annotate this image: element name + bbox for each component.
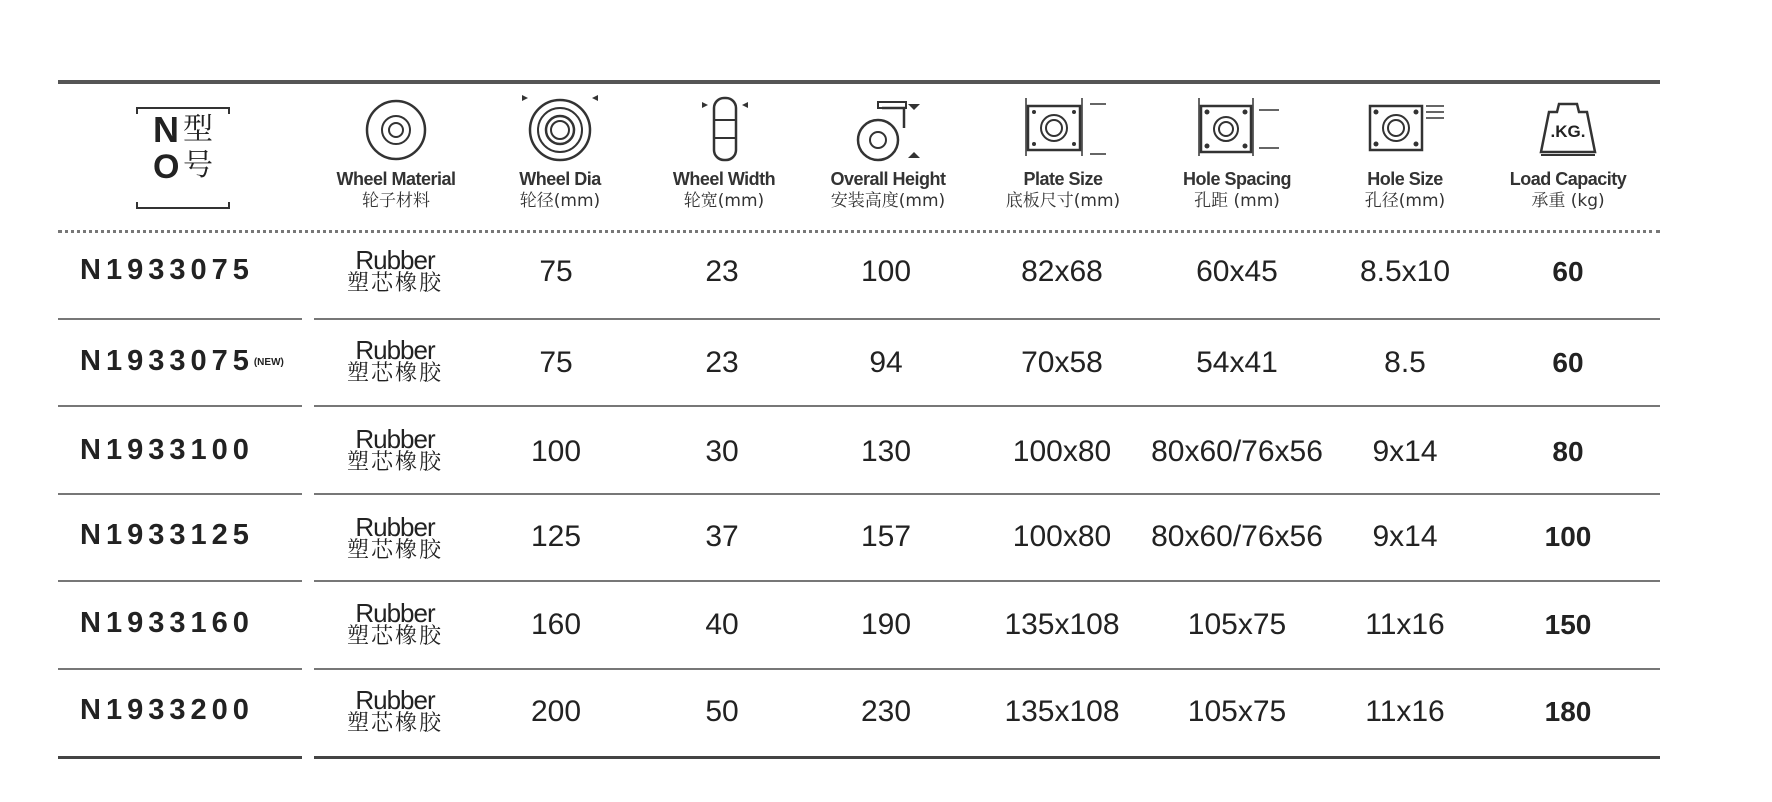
row-separator (58, 405, 302, 407)
hole-spacing-cell: 80x60/76x56 (1151, 520, 1323, 553)
hole-size-icon (1368, 100, 1448, 160)
hole-spacing-cell: 105x75 (1187, 608, 1287, 641)
load-capacity-cell: 60 (1552, 347, 1584, 378)
hole-size-cell: 8.5 (1384, 346, 1426, 379)
model-number: N1933075 (80, 254, 254, 286)
hole-spacing-cell: 60x45 (1196, 255, 1278, 288)
plate-size-cell: 100x80 (1012, 520, 1112, 553)
row-separator (58, 580, 302, 582)
header-hole-spacing: Hole Spacing 孔距 (mm) (1182, 169, 1292, 211)
hole-spacing-cell: 105x75 (1187, 695, 1287, 728)
header-wheel-dia: Wheel Dia 轮径(mm) (519, 169, 601, 211)
header-separator (58, 230, 1660, 233)
row-separator (58, 318, 302, 320)
header-plate-size: Plate Size 底板尺寸(mm) (1005, 169, 1121, 211)
wheel-width-icon (700, 94, 750, 166)
header-hole-size: Hole Size 孔径(mm) (1364, 169, 1446, 211)
load-capacity-cell: 60 (1552, 256, 1584, 287)
wheel-width-cell: 23 (705, 346, 739, 379)
row-separator (314, 318, 1660, 320)
load-capacity-cell: 100 (1544, 521, 1592, 552)
wheel-material-cell: Rubber 塑芯橡胶 (346, 424, 443, 475)
new-tag: (NEW) (253, 356, 284, 368)
row-separator (314, 405, 1660, 407)
model-number-o: O (153, 148, 180, 186)
wheel-material-cell: Rubber 塑芯橡胶 (346, 335, 443, 386)
plate-size-cell: 135x108 (1004, 608, 1120, 641)
load-capacity-cell: 80 (1552, 436, 1584, 467)
wheel-dia-cell: 75 (539, 255, 573, 288)
model-number-zh-top: 型 (183, 112, 213, 147)
model-number: N1933075(NEW) (80, 345, 284, 377)
wheel-material-cell: Rubber 塑芯橡胶 (346, 685, 443, 736)
overall-height-cell: 190 (860, 608, 912, 641)
weight-kg-icon-text: .KG. (1550, 122, 1586, 141)
row-separator (314, 668, 1660, 670)
model-number-icon (133, 106, 233, 210)
wheel-face-icon (364, 98, 428, 162)
load-capacity-cell: 150 (1544, 609, 1592, 640)
model-number: N1933160 (80, 607, 254, 639)
model-number: N1933200 (80, 694, 254, 726)
wheel-dia-cell: 200 (530, 695, 582, 728)
wheel-width-cell: 40 (705, 608, 739, 641)
wheel-dia-cell: 160 (530, 608, 582, 641)
model-number: N1933125 (80, 519, 254, 551)
plate-size-cell: 82x68 (1021, 255, 1103, 288)
wheel-dia-cell: 100 (530, 435, 582, 468)
row-separator (314, 580, 1660, 582)
wheel-width-cell: 30 (705, 435, 739, 468)
table-bottom-rule (314, 756, 1660, 759)
table-bottom-rule (58, 756, 302, 759)
row-separator (314, 493, 1660, 495)
overall-height-cell: 230 (860, 695, 912, 728)
hole-spacing-cell: 80x60/76x56 (1151, 435, 1323, 468)
wheel-width-cell: 37 (705, 520, 739, 553)
hole-spacing-cell: 54x41 (1196, 346, 1278, 379)
weight-kg-icon (1537, 100, 1599, 158)
header-load-capacity: Load Capacity 承重 (kg) (1509, 169, 1627, 211)
hole-size-cell: 11x16 (1365, 608, 1445, 641)
hole-size-cell: 9x14 (1372, 435, 1438, 468)
header-overall-height: Overall Height 安装高度(mm) (830, 169, 946, 211)
plate-size-icon (1020, 96, 1110, 160)
wheel-width-cell: 50 (705, 695, 739, 728)
hole-size-cell: 11x16 (1365, 695, 1445, 728)
plate-size-cell: 100x80 (1012, 435, 1112, 468)
hole-size-cell: 8.5x10 (1359, 255, 1451, 288)
hole-spacing-icon (1195, 96, 1285, 160)
header-wheel-material: Wheel Material 轮子材料 (336, 169, 456, 211)
wheel-dia-cell: 125 (530, 520, 582, 553)
wheel-dia-cell: 75 (539, 346, 573, 379)
overall-height-cell: 157 (860, 520, 912, 553)
wheel-material-cell: Rubber 塑芯橡胶 (346, 245, 443, 296)
wheel-width-cell: 23 (705, 255, 739, 288)
load-capacity-cell: 180 (1544, 696, 1592, 727)
row-separator (58, 668, 302, 670)
wheel-material-cell: Rubber 塑芯橡胶 (346, 512, 443, 563)
model-number-n: N (153, 109, 179, 150)
row-separator (58, 493, 302, 495)
plate-size-cell: 70x58 (1021, 346, 1103, 379)
caster-height-icon (848, 96, 928, 166)
wheel-material-cell: Rubber 塑芯橡胶 (346, 598, 443, 649)
overall-height-cell: 100 (860, 255, 912, 288)
overall-height-cell: 94 (869, 346, 903, 379)
hole-size-cell: 9x14 (1372, 520, 1438, 553)
header-wheel-width: Wheel Width 轮宽(mm) (672, 169, 776, 211)
overall-height-cell: 130 (860, 435, 912, 468)
model-number: N1933100 (80, 434, 254, 466)
table-top-rule (58, 80, 1660, 84)
model-number-zh-bottom: 号 (183, 148, 213, 183)
plate-size-cell: 135x108 (1004, 695, 1120, 728)
wheel-diameter-icon (520, 92, 600, 164)
